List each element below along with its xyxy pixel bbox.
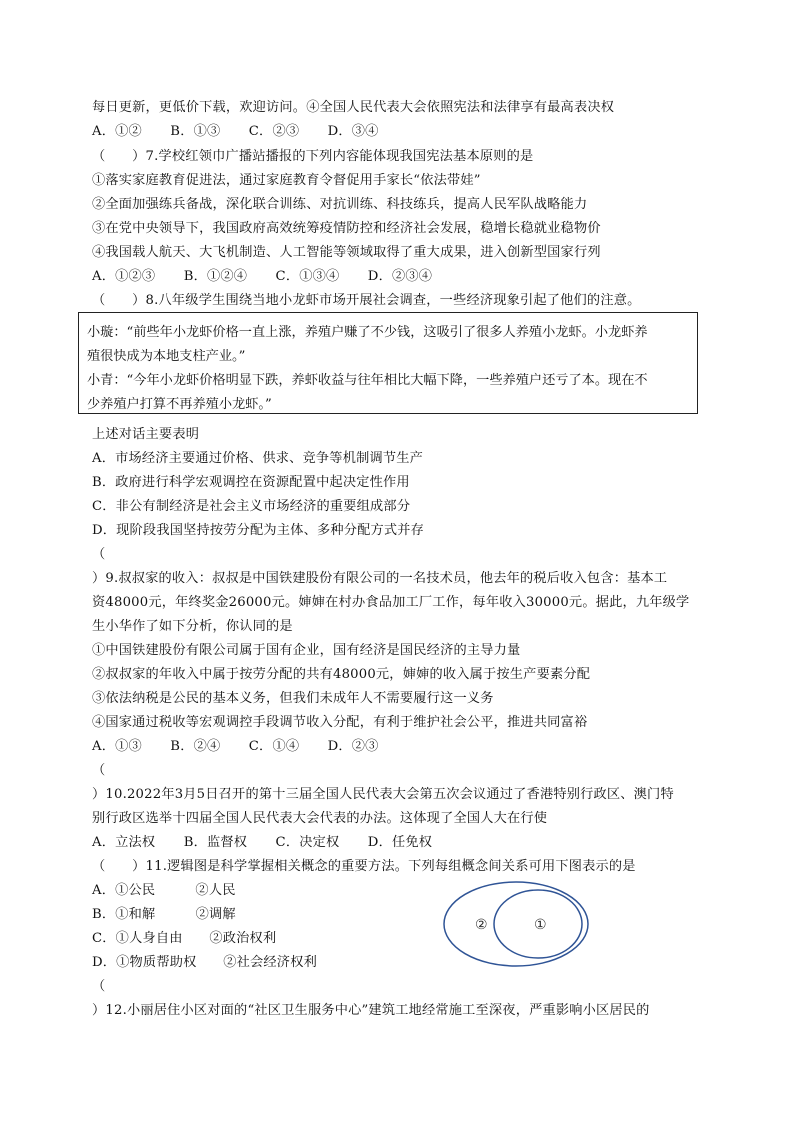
venn-diagram [440, 878, 600, 988]
q6-option-c[interactable]: C．②③ [248, 124, 300, 139]
q9-option-d[interactable]: D．②③ [327, 739, 379, 754]
q10-options [92, 833, 712, 853]
dialogue-line-1: 小璇：“前些年小龙虾价格一直上涨，养殖户赚了不少钱，这吸引了很多人养殖小龙虾。小龙虾养 [87, 325, 648, 340]
q7-option-b[interactable]: B．①②④ [183, 269, 248, 284]
q9-stem-2: 资48000元，年终奖金26000元。婶婶在村办食品加工厂工作，每年收入30000元。据此，九年级学 [92, 595, 690, 610]
q12-paren: （ [92, 979, 106, 994]
q6-option-d[interactable]: D．③④ [327, 124, 379, 139]
q7-options [92, 267, 712, 287]
q9-stem-1: ）9.叔叔家的收入：叔叔是中国铁建股份有限公司的一名技术员，他去年的税后收入包含：基本工 [92, 571, 668, 586]
q7-item-4: ④我国载人航天、大飞机制造、人工智能等领域取得了重大成果，进入创新型国家行列 [92, 245, 601, 260]
q11-option-a[interactable]: A．①公民 ②人民 [92, 883, 236, 898]
q8-stem: （ ）8.八年级学生围绕当地小龙虾市场开展社会调查，一些经济现象引起了他们的注意。 [92, 293, 641, 308]
outer-label: ② [475, 917, 488, 933]
q6-option-b[interactable]: B．①③ [170, 124, 221, 139]
q9-paren: （ [92, 547, 106, 562]
q10-paren: （ [92, 763, 106, 778]
q9-options [92, 737, 712, 757]
dialogue-line-3: 小青：“今年小龙虾价格明显下跌，养虾收益与往年相比大幅下降，一些养殖户还亏了本。现在不 [87, 373, 648, 388]
q7-option-c[interactable]: C．①③④ [275, 269, 340, 284]
q9-option-c[interactable]: C．①④ [248, 739, 300, 754]
dialogue-line-4: 少养殖户打算不再养殖小龙虾。” [87, 397, 272, 412]
q9-option-b[interactable]: B．②④ [170, 739, 221, 754]
q10-stem-1: ）10.2022年3月5日召开的第十三届全国人民代表大会第五次会议通过了香港特别行政区、澳门特 [92, 787, 674, 802]
q9-item-3: ③依法纳税是公民的基本义务，但我们未成年人不需要履行这一义务 [92, 691, 494, 706]
q9-stem-3: 生小华作了如下分析，你认同的是 [92, 619, 293, 634]
q8-dialogue-box [78, 312, 698, 414]
q6-option-a[interactable]: A．①② [92, 124, 142, 139]
inner-label: ① [534, 917, 547, 933]
q7-item-2: ②全面加强练兵备战，深化联合训练、对抗训练、科技练兵，提高人民军队战略能力 [92, 197, 588, 212]
q7-option-d[interactable]: D．②③④ [367, 269, 433, 284]
q7-item-3: ③在党中央领导下，我国政府高效统筹疫情防控和经济社会发展，稳增长稳就业稳物价 [92, 221, 601, 236]
q10-option-a[interactable]: A．立法权 [92, 835, 156, 850]
q9-item-4: ④国家通过税收等宏观调控手段调节收入分配，有利于维护社会公平，推进共同富裕 [92, 715, 588, 730]
q9-item-2: ②叔叔家的年收入中属于按劳分配的共有48000元，婶婶的收入属于按生产要素分配 [92, 667, 591, 682]
q11-option-b[interactable]: B．①和解 ②调解 [92, 907, 236, 922]
prev-option-4: 每日更新，更低价下载，欢迎访问。④全国人民代表大会依照宪法和法律享有最高表决权 [92, 100, 615, 115]
q9-option-a[interactable]: A．①③ [92, 739, 142, 754]
q10-stem-2: 别行政区选举十四届全国人民代表大会代表的办法。这体现了全国人大在行使 [92, 811, 548, 826]
q12-stem-1: ）12.小丽居住小区对面的“社区卫生服务中心”建筑工地经常施工至深夜，严重影响小区居民的 [92, 1003, 650, 1018]
q8-option-d[interactable]: D．现阶段我国坚持按劳分配为主体、多种分配方式并存 [92, 523, 425, 538]
q8-option-a[interactable]: A．市场经济主要通过价格、供求、竞争等机制调节生产 [92, 451, 424, 466]
q8-option-b[interactable]: B．政府进行科学宏观调控在资源配置中起决定性作用 [92, 475, 410, 490]
q7-item-1: ①落实家庭教育促进法，通过家庭教育令督促用手家长“依法带娃” [92, 173, 481, 188]
q8-option-c[interactable]: C．非公有制经济是社会主义市场经济的重要组成部分 [92, 499, 411, 514]
q10-option-d[interactable]: D．任免权 [367, 835, 433, 850]
q7-stem: （ ）7.学校红领巾广播站播报的下列内容能体现我国宪法基本原则的是 [92, 149, 534, 164]
q11-stem: （ ）11.逻辑图是科学掌握相关概念的重要方法。下列每组概念间关系可用下图表示的是 [92, 859, 636, 874]
q9-item-1: ①中国铁建股份有限公司属于国有企业，国有经济是国民经济的主导力量 [92, 643, 521, 658]
q10-option-b[interactable]: B．监督权 [183, 835, 248, 850]
q7-option-a[interactable]: A．①②③ [92, 269, 156, 284]
q8-question: 上述对话主要表明 [92, 427, 200, 442]
dialogue-line-2: 殖很快成为本地支柱产业。” [87, 349, 246, 364]
q11-option-d[interactable]: D．①物质帮助权 ②社会经济权利 [92, 955, 317, 970]
q11-option-c[interactable]: C．①人身自由 ②政治权利 [92, 931, 277, 946]
q6-options [92, 122, 712, 142]
q10-option-c[interactable]: C．决定权 [275, 835, 340, 850]
